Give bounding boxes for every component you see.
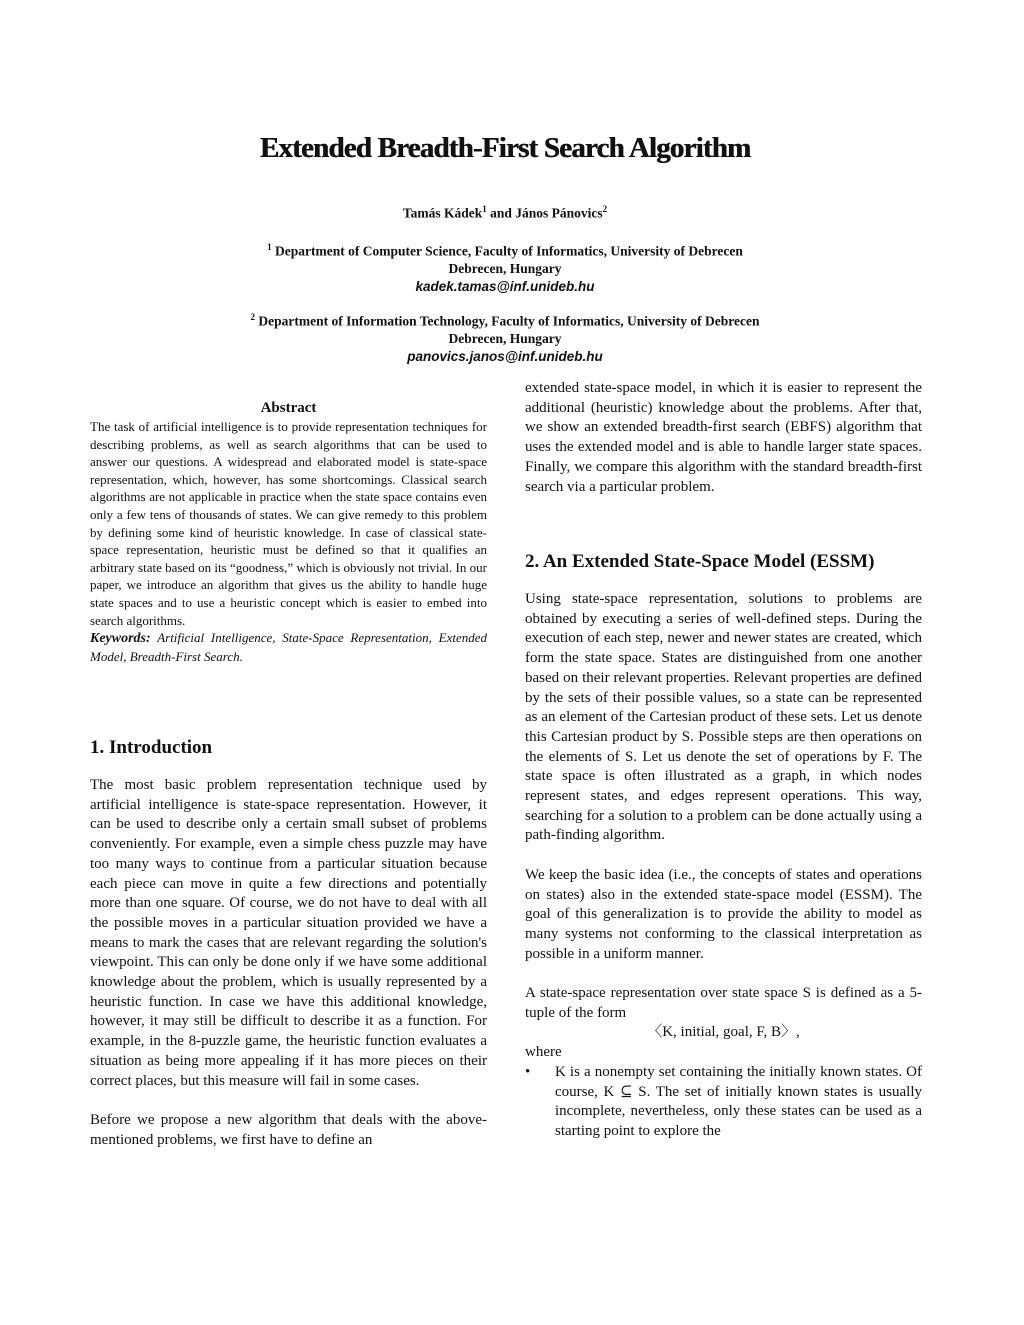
essm-paragraph-2: We keep the basic idea (i.e., the concepts of states and operations on states) also in the extended state-space model (ESSM). The goal of this generalization is to provide the ability to model as many systems not conforming to the classical interpretation as possible in a uniform manner.	[525, 866, 922, 962]
intro-paragraph-3: extended state-space model, in which it is easier to represent the additional (heuristic) knowledge about the problems. After that, we show an extended breadth-first search (EBFS) algorithm that uses the extended model and is able to handle larger state spaces. Finally, we compare this algorithm with the standard breadth-first search via a particular problem.	[525, 380, 922, 495]
essm-body	[525, 590, 922, 1142]
affil-1-email[interactable]: kadek.tamas@inf.unideb.hu	[415, 278, 595, 294]
affil-1-city: Debrecen, Hungary	[448, 261, 562, 276]
keywords-label: Keywords:	[90, 631, 151, 647]
bullet-item	[525, 1063, 922, 1142]
essm-formula: 〈K, initial, goal, F, B〉,	[647, 1024, 800, 1041]
essm-paragraph-3: A state-space representation over state space S is defined as a 5-tuple of the form	[525, 985, 922, 1021]
affil-2-email[interactable]: panovics.janos@inf.unideb.hu	[407, 348, 603, 364]
paper-title: Extended Breadth-First Search Algorithm	[259, 132, 751, 164]
bullet-marker: •	[525, 1063, 531, 1080]
bullet-text: K is a nonempty set containing the initially known states. Of course, K ⊆ S. The set of initially known states is usually incomplete, nevertheless, only these states can be used as a starting point to explore the	[555, 1063, 922, 1139]
essm-where: where	[525, 1044, 562, 1061]
intro-body	[90, 776, 487, 1150]
authors	[0, 204, 1010, 222]
affil-1-dept: Department of Computer Science, Faculty of Informatics, University of Debrecen	[271, 243, 743, 259]
abstract-heading: Abstract	[260, 400, 317, 416]
intro-heading: 1. Introduction	[90, 737, 213, 758]
author-1-sup: 1	[482, 204, 487, 214]
affil-2-city: Debrecen, Hungary	[448, 331, 562, 346]
affil-2-dept: Department of Information Technology, Faculty of Informatics, University of Debrecen	[255, 313, 760, 329]
author-2: and János Pánovics	[486, 205, 603, 221]
abstract-section	[90, 399, 487, 665]
affil-1-sup: 1	[267, 242, 272, 252]
abstract-text: The task of artificial intelligence is to provide representation techniques for describing problems, as well as search algorithms that can be used to answer our questions. A widespread and elaborated model is state-space representation, which, however, has some shortcomings. Classical search algorithms are not applicable in practice when the state space contains even only a few tens of thousands of states. We can give remedy to this problem by defining some kind of heuristic knowledge. In case of classical state-space representation, heuristic must be defined so that it qualifies an arbitrary state based on its “goodness,” which is obviously not trivial. In our paper, we introduce an algorithm that gives us the ability to handle huge state spaces and to use a heuristic concept which is easier to embed into search algorithms.	[90, 419, 487, 628]
intro-continued	[525, 379, 922, 497]
affiliation-2	[0, 309, 1010, 365]
affil-2-sup: 2	[250, 312, 256, 322]
intro-paragraph-1: The most basic problem representation technique used by artificial intelligence is state-space representation. However, it can be used to describe only a certain small subset of problems conveniently. For example, even a simple chess puzzle may have too many ways to continue from a particular situation because each piece can move in quite a few directions and potentially more than one square. Of course, we do not have to deal with all the possible moves in a particular situation provided we have a means to mark the cases that are relevant regarding the solution's viewpoint. This can only be done only if we have some additional knowledge about the problem, which is usually represented by a heuristic function. In case we have this additional knowledge, however, it may still be difficult to describe it as a function. For example, in the 8-puzzle game, the heuristic function evaluates a situation as being more appealing if it has more pieces on their correct places, but this measure will fail in some cases.	[90, 777, 487, 1089]
keywords-text: Artificial Intelligence, State-Space Representation, Extended Model, Breadth-First Search.	[90, 630, 487, 664]
essm-paragraph-1: Using state-space representation, solutions to problems are obtained by executing a series of well-defined steps. During the execution of each step, newer and newer states are created, which form the state space. States are distinguished from one another based on their relevant properties. Relevant properties are defined by the sets of their possible values, so a state can be represented as an element of the Cartesian product of these sets. Let us denote this Cartesian product by S. Possible steps are then operations on the elements of S. Let us denote the set of operations by F. The state space is often illustrated as a graph, in which nodes represent states, and edges represent operations. This way, searching for a solution to a problem can be done actually using a path-finding algorithm.	[525, 591, 922, 844]
intro-paragraph-2: Before we propose a new algorithm that deals with the above-mentioned problems, we first have to define an	[90, 1111, 487, 1148]
author-1: Tamás Kádek	[402, 205, 483, 221]
essm-heading: 2. An Extended State-Space Model (ESSM)	[525, 551, 875, 572]
author-2-sup: 2	[602, 204, 608, 214]
affiliation-1	[0, 239, 1010, 295]
